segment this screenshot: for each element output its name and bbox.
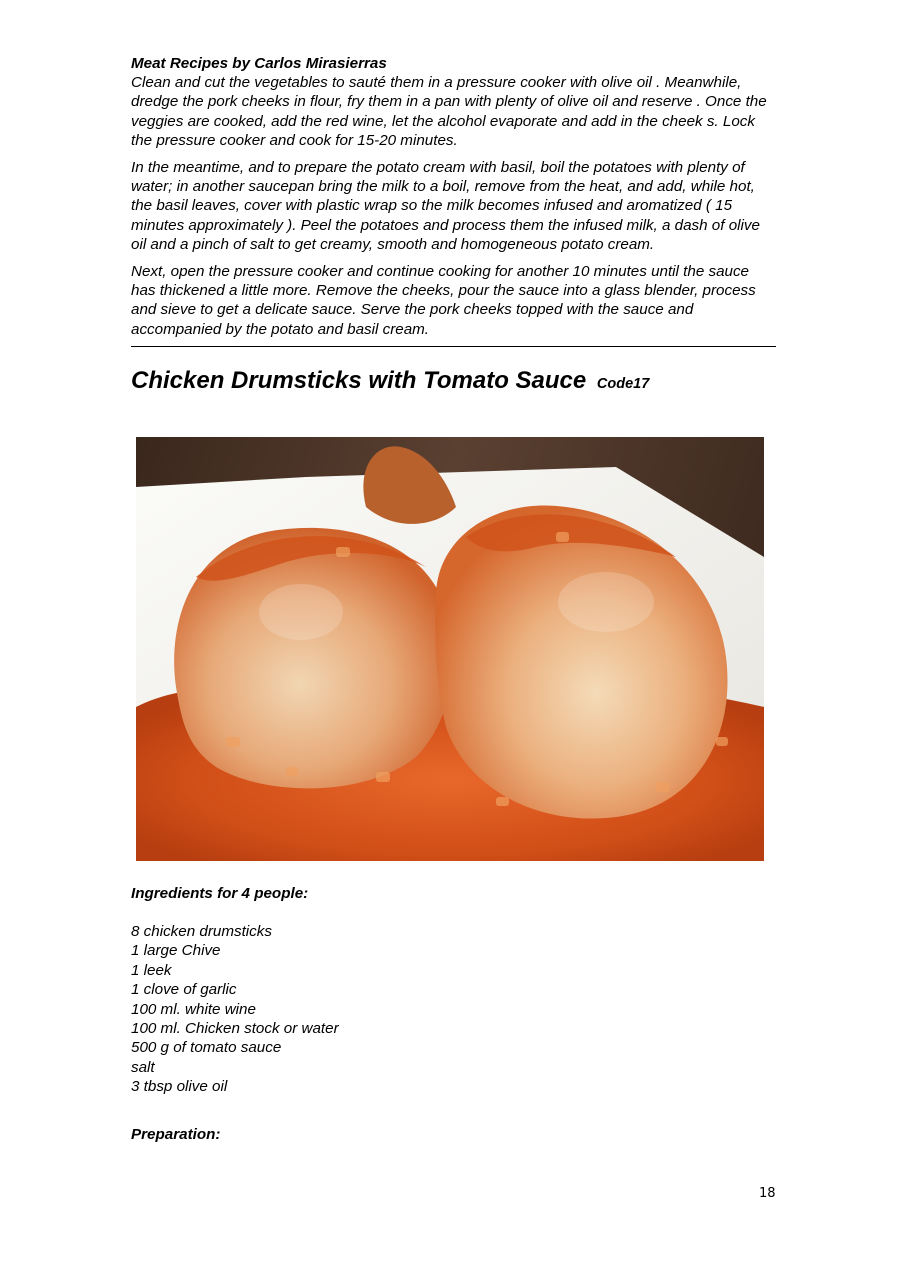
ingredient-item: 3 tbsp olive oil [131,1078,228,1096]
paragraph: Clean and cut the vegetables to sauté them in a pressure cooker with olive oil . Meanwhile, dredge the pork cheeks in flour, fry them in a pan with plenty of olive oil and reserve . Once the veggies are cooked, add the red wine, let the alcohol evaporate and add in the cheek s. Lock the pressure cooker and cook for 15-20 minutes. [131,74,767,150]
paragraph: Next, open the pressure cooker and continue cooking for another 10 minutes until the sauce has thickened a little more. Remove the cheeks, pour the sauce into a glass blender, process and sieve to get a delicate sauce. Serve the pork cheeks topped with the sauce and accompanied by the potato and basil cream. [131,262,756,338]
ingredient-item: 500 g of tomato sauce [131,1039,282,1057]
section-divider [131,346,776,348]
ingredient-item: 8 chicken drumsticks [131,923,272,940]
recipe-title [131,366,776,399]
ingredients-section [131,884,776,1097]
page-content [131,54,776,399]
page-number: 18 [759,1186,776,1201]
highlight [259,584,343,640]
ingredient-item: 1 leek [131,961,172,979]
highlight [558,572,654,632]
recipe-title-text: Chicken Drumsticks with Tomato Sauce [131,367,587,395]
ingredient-item: 100 ml. white wine [131,1000,256,1018]
preparation-heading: Preparation: [131,1126,221,1143]
recipe-code: Code17 [596,376,650,393]
running-title: Meat Recipes by Carlos Mirasierras [131,55,387,72]
ingredient-item: 1 large Chive [131,942,221,960]
recipe-photo [136,437,764,861]
ingredient-list [131,922,776,1097]
ingredient-item: salt [131,1058,155,1076]
chicken-drumsticks-image [136,437,764,861]
ingredients-heading: Ingredients for 4 people: [131,885,309,902]
paragraph: In the meantime, and to prepare the potato cream with basil, boil the potatoes with plenty of water; in another saucepan bring the milk to a boil, remove from the heat, and add, while hot, the basil leaves, cover with plastic wrap so the milk becomes infused and aromatized ( 15 minutes approximately ). Peel the potatoes and process them the infused milk, a dash of olive oil and a pinch of salt to get creamy, smooth and homogeneous potato cream. [131,158,760,254]
ingredient-item: 100 ml. Chicken stock or water [131,1020,339,1038]
ingredient-item: 1 clove of garlic [131,981,237,999]
